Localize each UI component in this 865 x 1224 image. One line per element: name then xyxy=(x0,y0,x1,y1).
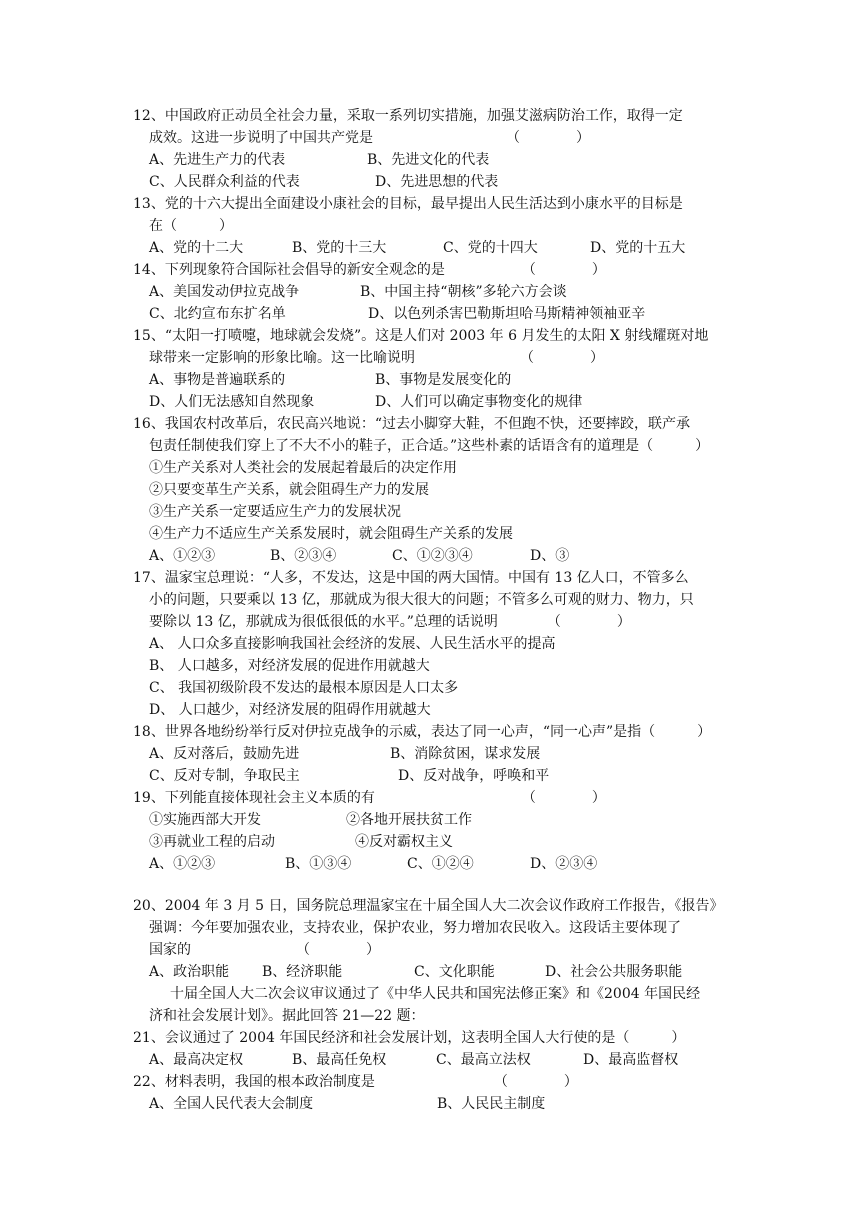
option: A、事物是普遍联系的 xyxy=(149,372,286,388)
statement: ③生产关系一定要适应生产力的发展状况 xyxy=(149,504,401,520)
material-text-cont: 济和社会发展计划》。据此回答 21—22 题： xyxy=(149,1008,425,1024)
question-20-stem-cont: 强调：今年要加强农业，支持农业，保护农业，努力增加农民收入。这段话主要体现了 xyxy=(149,920,681,936)
option: D、③ xyxy=(530,548,570,564)
option: A、政治职能 xyxy=(149,964,230,980)
option: C、最高立法权 xyxy=(436,1052,531,1068)
option: D、②③④ xyxy=(530,856,598,872)
option: D、人们可以确定事物变化的规律 xyxy=(375,394,583,410)
option: B、事物是发展变化的 xyxy=(375,372,512,388)
option: A、①②③ xyxy=(149,856,216,872)
option: B、经济职能 xyxy=(262,964,343,980)
question-17-stem-cont: 小的问题，只要乘以 13 亿，那就成为很大很大的问题；不管多么可观的财力、物力，只 xyxy=(149,592,694,608)
option: D、先进思想的代表 xyxy=(375,174,499,190)
option: A、全国人民代表大会制度 xyxy=(149,1096,314,1112)
option: C、①②③④ xyxy=(392,548,473,564)
question-21-stem: 21、会议通过了 2004 年国民经济和社会发展计划，这表明全国人大行使的是（ ） xyxy=(133,1030,686,1046)
question-20-stem-cont: 国家的 （ ） xyxy=(149,942,380,958)
option: C、文化职能 xyxy=(414,964,495,980)
option: B、消除贫困，谋求发展 xyxy=(390,746,541,762)
option: C、人民群众利益的代表 xyxy=(149,174,300,190)
option: D、社会公共服务职能 xyxy=(545,964,683,980)
question-15-stem: 15、“太阳一打喷嚏，地球就会发烧”。这是人们对 2003 年 6 月发生的太阳 X 射线耀斑对地 xyxy=(133,328,709,344)
option: A、党的十二大 xyxy=(149,240,244,256)
option: A、 人口众多直接影响我国社会经济的发展、人民生活水平的提高 xyxy=(149,636,556,652)
question-18-stem: 18、世界各地纷纷举行反对伊拉克战争的示威，表达了同一心声，“同一心声”是指（ ） xyxy=(133,724,712,740)
option: C、①②④ xyxy=(407,856,474,872)
question-15-stem-cont: 球带来一定影响的形象比喻。这一比喻说明 （ ） xyxy=(149,350,604,366)
statement: ④反对霸权主义 xyxy=(355,834,453,850)
question-12-stem: 12、中国政府正动员全社会力量，采取一系列切实措施，加强艾滋病防治工作，取得一定 xyxy=(133,108,683,124)
question-20-stem: 20、2004 年 3 月 5 日，国务院总理温家宝在十届全国人大二次会议作政府工作报告，《报告》 xyxy=(133,898,724,914)
question-13-stem: 13、党的十六大提出全面建设小康社会的目标，最早提出人民生活达到小康水平的目标是 xyxy=(133,196,683,212)
question-22-stem: 22、材料表明，我国的根本政治制度是 （ ） xyxy=(133,1074,578,1090)
option: D、以色列杀害巴勒斯坦哈马斯精神领袖亚辛 xyxy=(368,306,646,322)
option: D、人们无法感知自然现象 xyxy=(149,394,315,410)
option: D、党的十五大 xyxy=(590,240,686,256)
question-17-stem-cont: 要除以 13 亿，那就成为很低很低的水平。”总理的话说明 （ ） xyxy=(149,614,631,630)
option: B、党的十三大 xyxy=(292,240,387,256)
statement: ②各地开展扶贫工作 xyxy=(346,812,472,828)
option: D、反对战争，呼唤和平 xyxy=(398,768,550,784)
material-text: 十届全国人大二次会议审议通过了《中华人民共和国宪法修正案》和《2004 年国民经 xyxy=(170,986,701,1002)
option: A、最高决定权 xyxy=(149,1052,244,1068)
statement: ①实施西部大开发 xyxy=(149,812,261,828)
option: B、 人口越多，对经济发展的促进作用就越大 xyxy=(149,658,430,674)
option: B、人民民主制度 xyxy=(437,1096,546,1112)
option: A、反对落后，鼓励先进 xyxy=(149,746,300,762)
option: C、党的十四大 xyxy=(443,240,538,256)
option: A、美国发动伊拉克战争 xyxy=(149,284,300,300)
question-16-stem: 16、我国农村改革后，农民高兴地说：“过去小脚穿大鞋，不但跑不快，还要摔跤，联产承 xyxy=(133,416,690,432)
question-17-stem: 17、温家宝总理说：“人多，不发达，这是中国的两大国情。中国有 13 亿人口，不管多么 xyxy=(133,570,689,586)
statement: ③再就业工程的启动 xyxy=(149,834,275,850)
question-12-stem-cont: 成效。这进一步说明了中国共产党是 （ ） xyxy=(149,130,590,146)
option: B、先进文化的代表 xyxy=(367,152,490,168)
option: B、中国主持“朝核”多轮六方会谈 xyxy=(360,284,567,300)
option: B、①③④ xyxy=(285,856,352,872)
option: A、先进生产力的代表 xyxy=(149,152,286,168)
question-13-stem-cont: 在（ ） xyxy=(149,218,233,234)
option: C、北约宣布东扩名单 xyxy=(149,306,286,322)
option: A、①②③ xyxy=(149,548,216,564)
statement: ②只要变革生产关系，就会阻碍生产力的发展 xyxy=(149,482,429,498)
statement: ④生产力不适应生产关系发展时，就会阻碍生产关系的发展 xyxy=(149,526,513,542)
question-16-stem-cont: 包责任制使我们穿上了不大不小的鞋子，正合适。”这些朴素的话语含有的道理是（ ） xyxy=(149,438,710,454)
option: D、最高监督权 xyxy=(583,1052,679,1068)
question-14-stem: 14、下列现象符合国际社会倡导的新安全观念的是 （ ） xyxy=(133,262,606,278)
statement: ①生产关系对人类社会的发展起着最后的决定作用 xyxy=(149,460,457,476)
option: C、反对专制，争取民主 xyxy=(149,768,300,784)
option: B、最高任免权 xyxy=(292,1052,387,1068)
question-19-stem: 19、下列能直接体现社会主义本质的有 （ ） xyxy=(133,790,606,806)
option: C、 我国初级阶段不发达的最根本原因是人口太多 xyxy=(149,680,459,696)
option: D、 人口越少，对经济发展的阻碍作用就越大 xyxy=(149,702,431,718)
option: B、②③④ xyxy=(270,548,337,564)
